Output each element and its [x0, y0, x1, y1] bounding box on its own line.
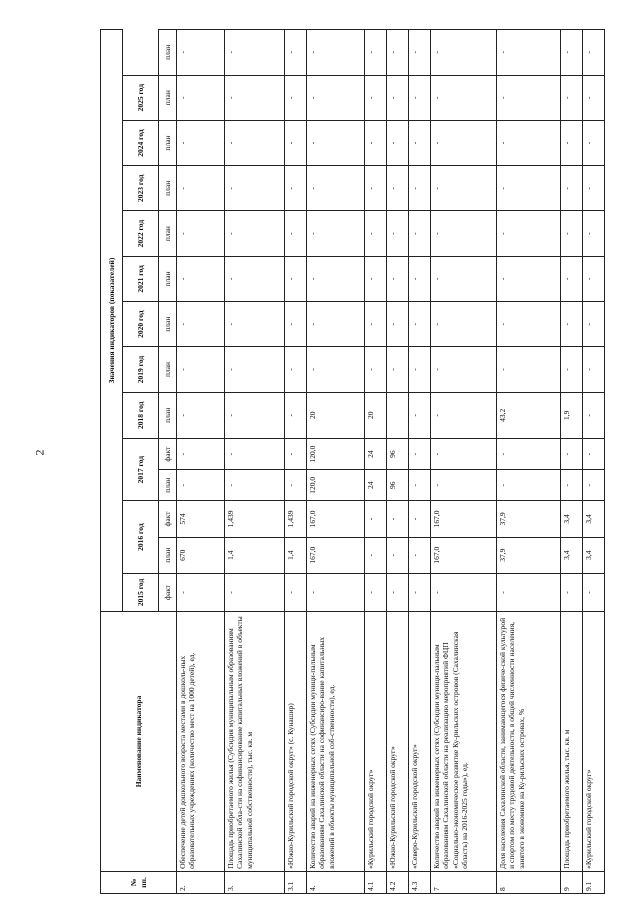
indicator-value: - [177, 30, 225, 76]
indicator-value: - [177, 347, 225, 392]
sub-header: план [159, 256, 177, 301]
sub-header: план [159, 392, 177, 438]
indicator-value: - [561, 302, 583, 347]
indicator-name: «Южно-Курильский городской округ» [387, 612, 409, 872]
table-row [225, 30, 285, 894]
indicator-value: - [561, 438, 583, 469]
sub-header: план [159, 30, 177, 76]
indicator-value: - [307, 30, 365, 76]
indicator-value: - [177, 211, 225, 256]
indicator-value: - [583, 30, 605, 76]
indicator-value: 37,9 [497, 501, 561, 537]
indicator-value: - [387, 347, 409, 392]
indicator-value: - [307, 256, 365, 301]
indicator-value: 3,4 [583, 537, 605, 573]
indicator-value: - [583, 347, 605, 392]
indicator-name: Площадь приобретаемого жилья, тыс. кв. м [561, 612, 583, 872]
indicator-value: 3,4 [583, 501, 605, 537]
indicator-value: - [365, 211, 387, 256]
indicator-value: 3,4 [561, 537, 583, 573]
indicator-value: - [225, 75, 285, 120]
indicator-value: - [409, 438, 431, 469]
table-row [307, 30, 365, 894]
indicator-value: 167,0 [431, 537, 497, 573]
row-number: 8 [497, 871, 561, 893]
indicator-value: - [365, 166, 387, 211]
indicator-value: - [431, 470, 497, 501]
indicator-value: 120,0 [307, 438, 365, 469]
indicator-value: - [583, 256, 605, 301]
sub-header: факт [159, 501, 177, 537]
indicator-value: - [497, 166, 561, 211]
indicator-value: - [285, 302, 307, 347]
indicator-value: - [387, 211, 409, 256]
indicator-value: 24 [365, 470, 387, 501]
year-2016: 2016 год [123, 501, 159, 573]
indicator-value: - [225, 211, 285, 256]
indicator-value: - [177, 120, 225, 165]
indicator-value: 1,9 [561, 392, 583, 438]
indicator-value: - [225, 256, 285, 301]
indicator-name: Площадь приобретаемого жилья (Субсидия муниципальным образованиям Сахалинской обла-сти на софинансирование капитальных вложений в объекты муниципальной собственности), тыс. кв. м [225, 612, 285, 872]
sub-header: факт [159, 573, 177, 611]
indicator-value: - [561, 75, 583, 120]
indicator-value: - [177, 302, 225, 347]
indicator-value: - [307, 120, 365, 165]
indicator-value: - [177, 470, 225, 501]
indicator-value: - [225, 470, 285, 501]
sub-header: план [159, 166, 177, 211]
indicator-value: - [225, 347, 285, 392]
indicator-value: - [177, 438, 225, 469]
row-number: 4.3 [409, 871, 431, 893]
indicator-value: - [177, 256, 225, 301]
indicator-value: - [583, 392, 605, 438]
indicator-value: - [409, 537, 431, 573]
indicator-value: - [409, 470, 431, 501]
sub-header: план [159, 537, 177, 573]
year-2015: 2015 год [123, 573, 159, 611]
row-number: 9 [561, 871, 583, 893]
indicator-value: - [285, 75, 307, 120]
indicator-value: - [583, 120, 605, 165]
indicator-value: 167,0 [307, 537, 365, 573]
indicator-value: 20 [365, 392, 387, 438]
table-body [177, 30, 605, 894]
indicator-value: - [365, 501, 387, 537]
indicator-value: - [225, 438, 285, 469]
indicator-value: - [225, 120, 285, 165]
year-2024: 2024 год [123, 120, 159, 165]
indicator-value: - [365, 256, 387, 301]
indicator-value: - [409, 166, 431, 211]
indicator-value: - [431, 30, 497, 76]
table-row [431, 30, 497, 894]
indicator-name: «Южно-Курильский городской округ» (с. Кунашир) [285, 612, 307, 872]
header-name: Наименование индикатора [101, 612, 177, 872]
indicator-value: - [409, 573, 431, 611]
indicator-value: 37,9 [497, 537, 561, 573]
indicator-value: 24 [365, 438, 387, 469]
indicator-value: - [497, 120, 561, 165]
page-number: 2 [32, 449, 47, 456]
indicator-value: - [561, 120, 583, 165]
indicator-value: - [387, 75, 409, 120]
sub-header: план [159, 211, 177, 256]
indicator-value: 1,439 [225, 501, 285, 537]
indicator-value: 1,439 [285, 501, 307, 537]
indicator-value: - [409, 30, 431, 76]
indicator-value: - [409, 347, 431, 392]
row-number: 3. [225, 871, 285, 893]
indicator-value: - [409, 501, 431, 537]
sub-header: факт [159, 438, 177, 469]
indicator-value: - [583, 166, 605, 211]
indicator-value: - [365, 75, 387, 120]
indicator-value: - [365, 537, 387, 573]
indicator-value: - [365, 30, 387, 76]
indicator-value: - [225, 573, 285, 611]
indicator-value: - [431, 347, 497, 392]
year-2021: 2021 год [123, 256, 159, 301]
sub-header: план [159, 120, 177, 165]
indicator-value: - [285, 256, 307, 301]
row-number: 3.1 [285, 871, 307, 893]
year-2023: 2023 год [123, 166, 159, 211]
indicator-value: - [497, 75, 561, 120]
indicator-value: - [307, 347, 365, 392]
table-row [387, 30, 409, 894]
year-2020: 2020 год [123, 302, 159, 347]
indicator-value: 1,4 [285, 537, 307, 573]
indicator-value: - [497, 573, 561, 611]
indicator-value: - [285, 392, 307, 438]
indicator-value: - [431, 302, 497, 347]
indicator-value: - [225, 30, 285, 76]
indicator-value: - [307, 75, 365, 120]
indicator-name: Количество аварий на инженерных сетях (Субсидии муници-пальным образованиям Сахалинской области на реализацию мероприятий ФЦП «Социально-экономическое развитие Ку-рильских островов (Сахалинская область) на 2016-2025 годы»), ед. [431, 612, 497, 872]
indicator-value: - [497, 30, 561, 76]
header-no: № пп. [101, 871, 177, 893]
indicator-value: - [409, 256, 431, 301]
indicator-value: 670 [177, 537, 225, 573]
indicator-value: - [285, 573, 307, 611]
indicator-name: «Курильский городской округ» [583, 612, 605, 872]
table-row [365, 30, 387, 894]
indicator-value: - [431, 75, 497, 120]
indicator-value: - [225, 392, 285, 438]
indicator-value: - [583, 302, 605, 347]
indicator-value: - [285, 347, 307, 392]
indicator-value: - [583, 75, 605, 120]
indicator-value: - [561, 256, 583, 301]
indicator-value: - [561, 211, 583, 256]
indicator-value: - [583, 438, 605, 469]
row-number: 2. [177, 871, 225, 893]
indicator-value: - [561, 470, 583, 501]
year-2018: 2018 год [123, 392, 159, 438]
indicator-value: - [285, 470, 307, 501]
indicator-value: - [583, 470, 605, 501]
row-number: 7 [431, 871, 497, 893]
indicator-value: 1,4 [225, 537, 285, 573]
indicator-value: - [431, 256, 497, 301]
indicator-value: - [431, 573, 497, 611]
indicator-value: - [431, 211, 497, 256]
indicator-value: - [365, 573, 387, 611]
sub-header: план [159, 347, 177, 392]
indicator-value: 96 [387, 470, 409, 501]
sub-header: план [159, 302, 177, 347]
indicator-value: - [365, 120, 387, 165]
indicator-value: - [387, 573, 409, 611]
indicator-value: - [365, 347, 387, 392]
indicator-value: - [409, 211, 431, 256]
indicator-value: - [307, 573, 365, 611]
indicator-value: - [409, 392, 431, 438]
indicator-value: - [409, 120, 431, 165]
indicator-value [387, 392, 409, 438]
indicator-value: - [177, 392, 225, 438]
indicator-value: - [497, 438, 561, 469]
indicator-value: - [387, 501, 409, 537]
table-row [583, 30, 605, 894]
indicator-value: - [409, 75, 431, 120]
indicator-value: - [177, 75, 225, 120]
indicator-name: Обеспечение детей дошкольного возраста местами в дошколь-ных образовательных учреждениях (количество мест на 1000 детей), ед. [177, 612, 225, 872]
indicator-value: - [561, 573, 583, 611]
indicator-name: «Северо-Курильский городской округ» [409, 612, 431, 872]
indicator-value: - [497, 470, 561, 501]
indicator-value: - [177, 573, 225, 611]
indicator-value: - [497, 256, 561, 301]
row-number: 4. [307, 871, 365, 893]
indicators-table [100, 29, 605, 894]
indicator-value: - [387, 30, 409, 76]
indicator-value: - [387, 120, 409, 165]
year-2025: 2025 год [123, 75, 159, 120]
indicator-value: - [561, 30, 583, 76]
indicator-value: - [497, 347, 561, 392]
indicator-value: - [583, 211, 605, 256]
indicator-value: - [285, 30, 307, 76]
indicator-value: - [387, 256, 409, 301]
indicator-value: - [431, 392, 497, 438]
indicator-value: - [431, 166, 497, 211]
indicator-value: - [285, 211, 307, 256]
table-row [497, 30, 561, 894]
indicator-value: 96 [387, 438, 409, 469]
year-2022: 2022 год [123, 211, 159, 256]
indicator-value: 3,4 [561, 501, 583, 537]
indicator-value: - [307, 166, 365, 211]
indicator-value: 574 [177, 501, 225, 537]
sub-header: план [159, 470, 177, 501]
indicator-name: Количество аварий на инженерных сетях (Субсидии муници-пальным образованиям Сахалинской области на софинансиро-вание капитальных вложений в объекты муниципальной соб-ственности), ед. [307, 612, 365, 872]
indicator-value: 20 [307, 392, 365, 438]
indicator-value: - [561, 347, 583, 392]
indicator-value: 43,2 [497, 392, 561, 438]
row-number: 9.1 [583, 871, 605, 893]
table-row [409, 30, 431, 894]
indicator-value: - [387, 537, 409, 573]
row-number: 4.2 [387, 871, 409, 893]
table-row [561, 30, 583, 894]
table-row [177, 30, 225, 894]
indicator-value: - [409, 302, 431, 347]
indicator-value: - [497, 211, 561, 256]
indicator-value: - [561, 166, 583, 211]
indicator-value: - [307, 211, 365, 256]
indicator-value: - [387, 166, 409, 211]
indicator-value: - [285, 438, 307, 469]
year-2019: 2019 год [123, 347, 159, 392]
indicator-value: - [497, 302, 561, 347]
indicator-value: 120,0 [307, 470, 365, 501]
indicator-value: - [431, 120, 497, 165]
indicator-value: 167,0 [307, 501, 365, 537]
indicator-value: 167,0 [431, 501, 497, 537]
indicator-value: - [285, 120, 307, 165]
indicator-name: Доля населения Сахалинской области, занимающегося физиче-ской культурой и спортом по месту трудовой деятельности, в общей численности населения, занятого в экономике на Ку-рильских островах, % [497, 612, 561, 872]
indicator-value: - [387, 302, 409, 347]
indicator-value: - [431, 438, 497, 469]
indicator-value: - [583, 573, 605, 611]
indicator-value: - [225, 166, 285, 211]
indicator-value: - [365, 302, 387, 347]
indicator-value: - [285, 166, 307, 211]
sub-header: план [159, 75, 177, 120]
year-2017: 2017 год [123, 438, 159, 500]
header-values: Значения индикаторов (показателей) [101, 30, 123, 612]
indicator-value: - [307, 302, 365, 347]
table-row [285, 30, 307, 894]
indicator-value: - [177, 166, 225, 211]
indicator-value: - [225, 302, 285, 347]
row-number: 4.1 [365, 871, 387, 893]
indicator-name: «Курильский городской округ» [365, 612, 387, 872]
